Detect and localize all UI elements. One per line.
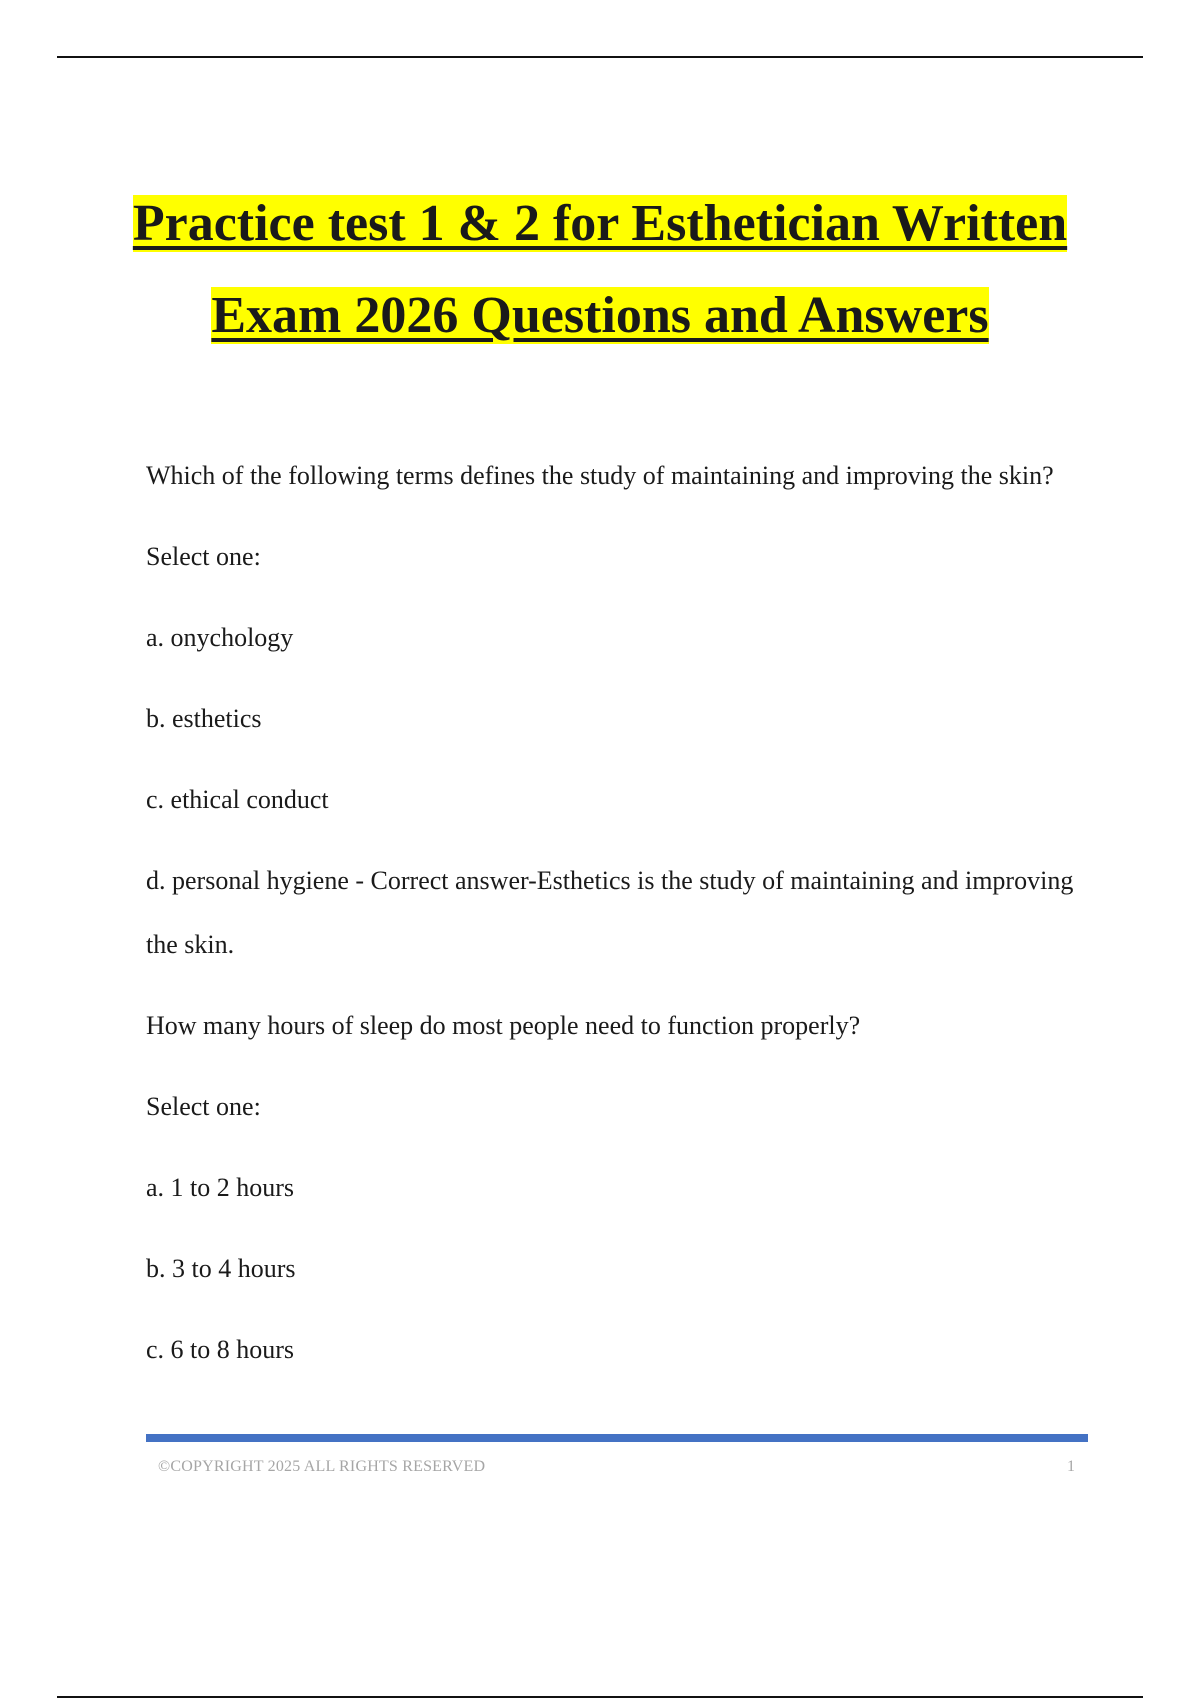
page-number: 1 [1067,1458,1075,1475]
answer-option: b. 3 to 4 hours [146,1254,296,1283]
title-line-2: Exam 2026 Questions and Answers [211,287,989,344]
answer-option: a. onychology [146,623,294,652]
answer-option: b. esthetics [146,704,262,733]
top-rule [57,56,1143,58]
footer-divider [146,1434,1088,1442]
title-line-1: Practice test 1 & 2 for Esthetician Written [132,195,1068,252]
question-text: How many hours of sleep do most people need to function properly? [146,1011,861,1040]
answer-option-with-correct-answer: d. personal hygiene - Correct answer-Esthetics is the study of maintaining and improving the skin. [146,866,1074,959]
question-list [146,444,1106,1382]
select-prompt: Select one: [146,1092,261,1121]
answer-option: c. ethical conduct [146,785,329,814]
bottom-rule [57,1696,1143,1698]
question-text: Which of the following terms defines the study of maintaining and improving the skin? [146,461,1054,490]
copyright-notice: ©COPYRIGHT 2025 ALL RIGHTS RESERVED [158,1458,486,1475]
answer-option: c. 6 to 8 hours [146,1335,295,1364]
select-prompt: Select one: [146,542,261,571]
document-title [100,178,1100,362]
answer-option: a. 1 to 2 hours [146,1173,295,1202]
